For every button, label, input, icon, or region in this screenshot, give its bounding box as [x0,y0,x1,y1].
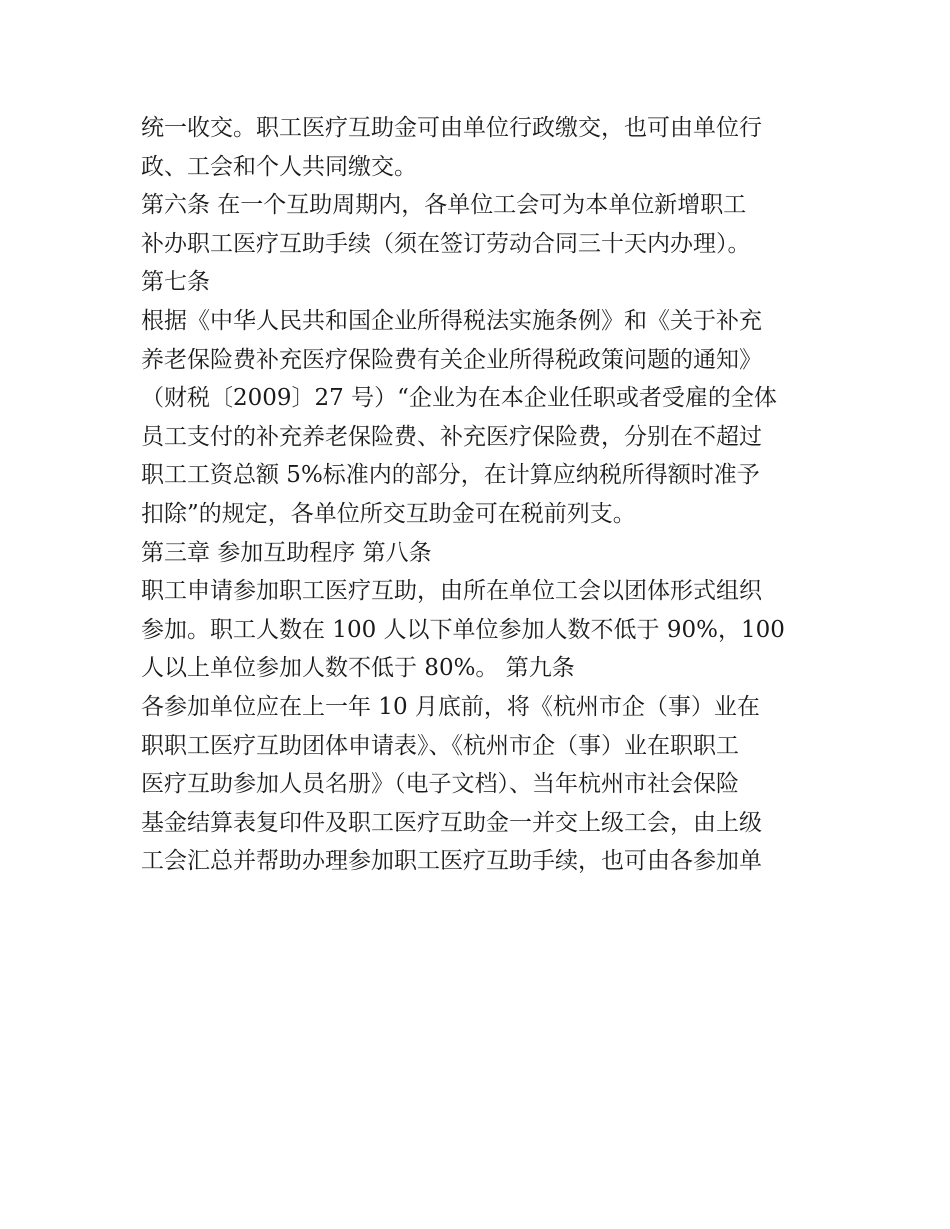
text-line: 参加。职工人数在 100 人以下单位参加人数不低于 90%，100 [141,616,785,643]
text-line: 职职工医疗互助团体申请表》、《杭州市企（事）业在职职工 [141,732,739,759]
text-line: 政、工会和个人共同缴交。 [141,153,417,180]
text-line: 员工支付的补充养老保险费、补充医疗保险费，分别在不超过 [141,423,762,450]
text-line: 各参加单位应在上一年 10 月底前，将《杭州市企（事）业在 [141,693,760,720]
text-line: 第六条 在一个互助周期内，各单位工会可为本单位新增职工 [141,192,747,219]
text-line: 职工工资总额 5%标准内的部分，在计算应纳税所得额时准予 [141,462,760,489]
text-line: 扣除”的规定，各单位所交互助金可在税前列支。 [141,500,636,527]
text-line: 工会汇总并帮助办理参加职工医疗互助手续，也可由各参加单 [141,848,762,875]
text-line: 人以上单位参加人数不低于 80%。 第九条 [141,655,575,682]
chapter-heading: 第三章 参加互助程序 第八条 [141,539,432,566]
text-line: 基金结算表复印件及职工医疗互助金一并交上级工会，由上级 [141,809,762,836]
text-line: 补办职工医疗互助手续（须在签订劳动合同三十天内办理）。 [141,230,751,257]
text-line: 医疗互助参加人员名册》（电子文档）、当年杭州市社会保险 [141,771,739,798]
text-line: 养老保险费补充医疗保险费有关企业所得税政策问题的通知》 [141,346,762,373]
text-line: 统一收交。职工医疗互助金可由单位行政缴交，也可由单位行 [141,115,762,141]
document-body [141,109,821,881]
text-line: 根据《中华人民共和国企业所得税法实施条例》和《关于补充 [141,307,762,334]
section-heading: 第七条 [141,269,210,296]
text-line: 职工申请参加职工医疗互助，由所在单位工会以团体形式组织 [141,578,762,605]
text-line: （财税〔2009〕27 号）“企业为在本企业任职或者受雇的全体 [141,385,777,412]
